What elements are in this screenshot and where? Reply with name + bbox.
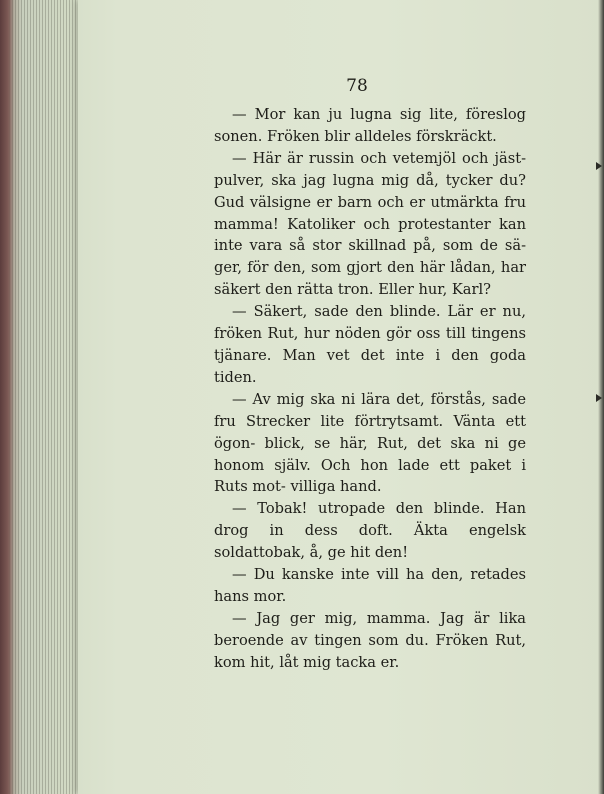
page-number — [0, 76, 604, 96]
paragraph: — Här är russin och vetemjöl och jäst- pulver, ska jag lugna mig då, tycker du? Gud välsigne er barn och er utmärkta fru mamma! Katoliker och protestanter kan inte vara så stor skillnad på, som de sä- ger, för den, som gjort den här lådan, har säkert den rätta tron. Eller hur, Karl? — [214, 149, 526, 299]
edge-arrow-mark — [596, 394, 602, 402]
page-text — [214, 104, 526, 674]
page-number-text: 78 — [346, 76, 368, 96]
edge-arrow-mark — [596, 162, 602, 170]
paragraph: — Jag ger mig, mamma. Jag är lika beroende av tingen som du. Fröken Rut, kom hit, låt mig tacka er. — [214, 609, 526, 671]
paragraph: — Mor kan ju lugna sig lite, föreslog sonen. Fröken blir alldeles förskräckt. — [214, 106, 526, 145]
paragraph: — Säkert, sade den blinde. Lär er nu, fröken Rut, hur nöden gör oss till tingens tjänare. Man vet det inte i den goda tiden. — [214, 303, 526, 386]
paragraph: — Tobak! utropade den blinde. Han drog in dess doft. Äkta engelsk soldattobak, å, ge hit den! — [214, 500, 526, 562]
paragraph: — Du kanske inte vill ha den, retades hans mor. — [214, 566, 526, 605]
book-cover-edge — [0, 0, 14, 794]
paragraph: — Av mig ska ni lära det, förstås, sade fru Strecker lite förtrytsamt. Vänta ett ögon- blick, se här, Rut, det ska ni ge honom själv. Och hon lade ett paket i Ruts mot- villiga hand. — [214, 390, 526, 496]
